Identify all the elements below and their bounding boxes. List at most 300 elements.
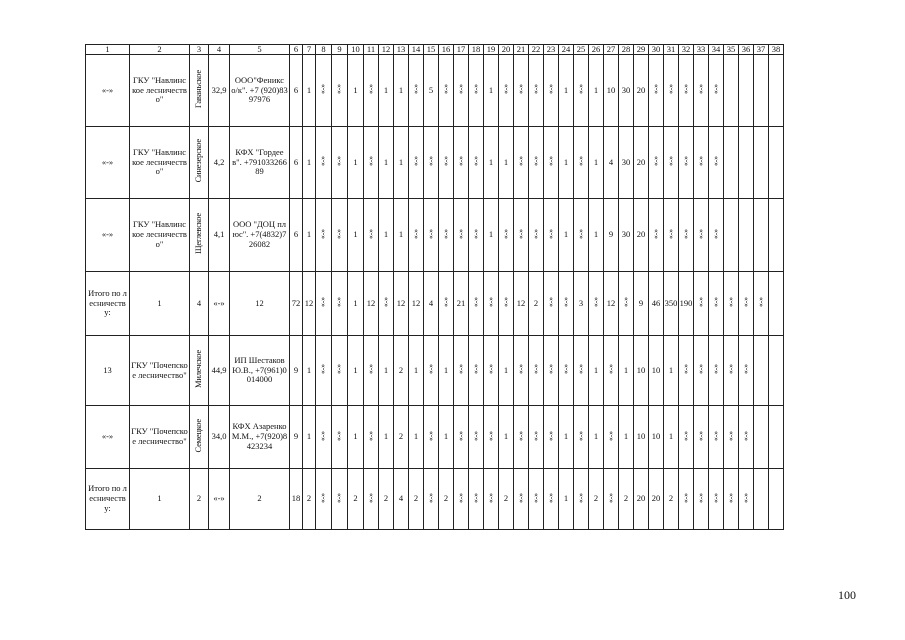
value-cell bbox=[724, 199, 739, 272]
header-cell-23: 23 bbox=[544, 45, 559, 55]
value-cell: 2 bbox=[619, 469, 634, 530]
page-number: 100 bbox=[838, 588, 856, 602]
value-cell: «-» bbox=[499, 272, 514, 336]
value-cell: «-» bbox=[574, 469, 589, 530]
value-cell: «-» bbox=[604, 336, 619, 406]
value-cell: 30 bbox=[619, 127, 634, 199]
value-cell: 1 bbox=[439, 336, 454, 406]
value-cell: 1 bbox=[303, 55, 316, 127]
table-row bbox=[86, 127, 784, 199]
forestry-name-cell: ГКУ "Навлинское лесничество" bbox=[130, 127, 190, 199]
value-cell bbox=[754, 55, 769, 127]
value-cell bbox=[769, 469, 784, 530]
value-cell: «-» bbox=[544, 199, 559, 272]
row-number-cell: Итого по лесничеству: bbox=[86, 272, 130, 336]
value-cell: 12 bbox=[514, 272, 529, 336]
value-cell: 1 bbox=[379, 55, 394, 127]
value-cell bbox=[739, 127, 754, 199]
value-cell: «-» bbox=[484, 336, 499, 406]
district-cell: Милечское bbox=[190, 336, 209, 406]
value-cell: «-» bbox=[379, 272, 394, 336]
value-cell: 1 bbox=[303, 406, 316, 469]
value-cell: «-» bbox=[469, 336, 484, 406]
value-cell: «-» bbox=[514, 469, 529, 530]
value-cell: «-» bbox=[424, 127, 439, 199]
value-cell: «-» bbox=[364, 336, 379, 406]
value-cell: «-» bbox=[484, 469, 499, 530]
value-cell: «-» bbox=[364, 127, 379, 199]
value-cell: 4 bbox=[604, 127, 619, 199]
header-cell-35: 35 bbox=[724, 45, 739, 55]
value-cell: «-» bbox=[454, 199, 469, 272]
value-cell: 10 bbox=[604, 55, 619, 127]
header-cell-17: 17 bbox=[454, 45, 469, 55]
value-cell: «-» bbox=[709, 272, 724, 336]
row-number-cell: «-» bbox=[86, 406, 130, 469]
district-cell: 2 bbox=[190, 469, 209, 530]
value-cell: «-» bbox=[649, 55, 664, 127]
value-cell: «-» bbox=[499, 199, 514, 272]
value-cell: «-» bbox=[664, 127, 679, 199]
value-cell: «-» bbox=[316, 469, 332, 530]
value-cell: «-» bbox=[332, 336, 348, 406]
table-row bbox=[86, 336, 784, 406]
value-cell: 20 bbox=[634, 199, 649, 272]
header-cell-26: 26 bbox=[589, 45, 604, 55]
value-cell: «-» bbox=[709, 199, 724, 272]
value-cell: «-» bbox=[604, 406, 619, 469]
forestry-name-cell: ГКУ "Навлинское лесничество" bbox=[130, 55, 190, 127]
value-cell: «-» bbox=[694, 199, 709, 272]
value-cell: 21 bbox=[454, 272, 469, 336]
value-cell bbox=[739, 55, 754, 127]
value-cell: «-» bbox=[544, 406, 559, 469]
value-cell: «-» bbox=[709, 406, 724, 469]
row-number-cell: «-» bbox=[86, 199, 130, 272]
header-cell-6: 6 bbox=[290, 45, 303, 55]
value-cell: «-» bbox=[724, 336, 739, 406]
value-cell: «-» bbox=[529, 406, 544, 469]
value-cell: 1 bbox=[303, 127, 316, 199]
value-cell: «-» bbox=[469, 272, 484, 336]
area-cell: 32,9 bbox=[209, 55, 230, 127]
value-cell: «-» bbox=[514, 406, 529, 469]
value-cell: 1 bbox=[664, 406, 679, 469]
value-cell: 1 bbox=[499, 406, 514, 469]
value-cell bbox=[754, 336, 769, 406]
value-cell: «-» bbox=[529, 469, 544, 530]
value-cell bbox=[769, 406, 784, 469]
value-cell: 3 bbox=[574, 272, 589, 336]
value-cell: «-» bbox=[739, 406, 754, 469]
area-cell: 44,9 bbox=[209, 336, 230, 406]
value-cell: 5 bbox=[424, 55, 439, 127]
value-cell bbox=[724, 127, 739, 199]
value-cell: «-» bbox=[679, 336, 694, 406]
value-cell: 2 bbox=[379, 469, 394, 530]
header-cell-37: 37 bbox=[754, 45, 769, 55]
value-cell: «-» bbox=[709, 55, 724, 127]
value-cell: «-» bbox=[664, 55, 679, 127]
header-cell-36: 36 bbox=[739, 45, 754, 55]
value-cell: «-» bbox=[316, 406, 332, 469]
value-cell: «-» bbox=[454, 336, 469, 406]
value-cell: «-» bbox=[514, 127, 529, 199]
tenant-cell: ООО"Феникс о/к". +7 (920)8397976 bbox=[230, 55, 290, 127]
value-cell: «-» bbox=[364, 469, 379, 530]
header-cell-34: 34 bbox=[709, 45, 724, 55]
value-cell: «-» bbox=[469, 55, 484, 127]
value-cell: 1 bbox=[379, 336, 394, 406]
tenant-cell: 2 bbox=[230, 469, 290, 530]
district-cell: 4 bbox=[190, 272, 209, 336]
value-cell: 350 bbox=[664, 272, 679, 336]
value-cell: 1 bbox=[589, 336, 604, 406]
header-cell-19: 19 bbox=[484, 45, 499, 55]
value-cell bbox=[754, 469, 769, 530]
header-cell-2: 2 bbox=[130, 45, 190, 55]
value-cell: «-» bbox=[514, 199, 529, 272]
value-cell: «-» bbox=[574, 199, 589, 272]
value-cell: 1 bbox=[619, 336, 634, 406]
value-cell: «-» bbox=[469, 469, 484, 530]
value-cell: «-» bbox=[649, 127, 664, 199]
value-cell: «-» bbox=[514, 336, 529, 406]
value-cell: «-» bbox=[364, 199, 379, 272]
area-cell: 34,0 bbox=[209, 406, 230, 469]
value-cell: 1 bbox=[439, 406, 454, 469]
value-cell: «-» bbox=[409, 127, 424, 199]
value-cell: «-» bbox=[484, 272, 499, 336]
value-cell: «-» bbox=[316, 199, 332, 272]
table-row bbox=[86, 55, 784, 127]
value-cell: «-» bbox=[332, 469, 348, 530]
value-cell: 10 bbox=[634, 406, 649, 469]
value-cell: 1 bbox=[484, 127, 499, 199]
value-cell: «-» bbox=[332, 127, 348, 199]
value-cell: 1 bbox=[348, 272, 364, 336]
value-cell: «-» bbox=[332, 199, 348, 272]
value-cell: «-» bbox=[316, 55, 332, 127]
header-cell-3: 3 bbox=[190, 45, 209, 55]
forestry-name-cell: 1 bbox=[130, 469, 190, 530]
value-cell: 1 bbox=[559, 55, 574, 127]
value-cell: 9 bbox=[290, 336, 303, 406]
header-cell-16: 16 bbox=[439, 45, 454, 55]
value-cell: 12 bbox=[303, 272, 316, 336]
value-cell: 18 bbox=[290, 469, 303, 530]
value-cell: 2 bbox=[409, 469, 424, 530]
value-cell: «-» bbox=[664, 199, 679, 272]
value-cell bbox=[769, 199, 784, 272]
table-row bbox=[86, 199, 784, 272]
header-cell-7: 7 bbox=[303, 45, 316, 55]
value-cell: «-» bbox=[739, 336, 754, 406]
value-cell: «-» bbox=[316, 336, 332, 406]
value-cell: 4 bbox=[424, 272, 439, 336]
value-cell: «-» bbox=[559, 336, 574, 406]
value-cell: «-» bbox=[454, 55, 469, 127]
tenant-cell: 12 bbox=[230, 272, 290, 336]
header-cell-9: 9 bbox=[332, 45, 348, 55]
value-cell: 2 bbox=[394, 406, 409, 469]
value-cell: «-» bbox=[469, 199, 484, 272]
value-cell: 12 bbox=[364, 272, 379, 336]
header-cell-31: 31 bbox=[664, 45, 679, 55]
header-cell-13: 13 bbox=[394, 45, 409, 55]
header-cell-20: 20 bbox=[499, 45, 514, 55]
header-cell-18: 18 bbox=[469, 45, 484, 55]
value-cell: «-» bbox=[544, 336, 559, 406]
value-cell bbox=[754, 406, 769, 469]
value-cell: 1 bbox=[499, 336, 514, 406]
header-cell-15: 15 bbox=[424, 45, 439, 55]
value-cell: «-» bbox=[604, 469, 619, 530]
value-cell: «-» bbox=[709, 127, 724, 199]
header-cell-28: 28 bbox=[619, 45, 634, 55]
value-cell: «-» bbox=[529, 199, 544, 272]
value-cell: «-» bbox=[679, 127, 694, 199]
value-cell: 1 bbox=[379, 406, 394, 469]
value-cell: «-» bbox=[364, 55, 379, 127]
tenant-cell: КФХ "Гордеев". +79103326689 bbox=[230, 127, 290, 199]
value-cell: 1 bbox=[348, 199, 364, 272]
value-cell: 46 bbox=[649, 272, 664, 336]
value-cell: «-» bbox=[694, 127, 709, 199]
value-cell: 1 bbox=[379, 127, 394, 199]
value-cell: «-» bbox=[679, 469, 694, 530]
value-cell: «-» bbox=[424, 469, 439, 530]
value-cell: 1 bbox=[589, 55, 604, 127]
value-cell: 2 bbox=[589, 469, 604, 530]
value-cell: «-» bbox=[574, 55, 589, 127]
value-cell: «-» bbox=[469, 127, 484, 199]
value-cell: «-» bbox=[454, 127, 469, 199]
value-cell: «-» bbox=[589, 272, 604, 336]
header-cell-27: 27 bbox=[604, 45, 619, 55]
header-cell-33: 33 bbox=[694, 45, 709, 55]
value-cell: «-» bbox=[619, 272, 634, 336]
district-cell: Щеглевское bbox=[190, 199, 209, 272]
header-cell-21: 21 bbox=[514, 45, 529, 55]
value-cell: «-» bbox=[439, 127, 454, 199]
value-cell: «-» bbox=[574, 406, 589, 469]
value-cell: 1 bbox=[589, 406, 604, 469]
value-cell: «-» bbox=[544, 469, 559, 530]
area-cell: «-» bbox=[209, 272, 230, 336]
value-cell: «-» bbox=[544, 55, 559, 127]
value-cell: 1 bbox=[559, 127, 574, 199]
value-cell: «-» bbox=[469, 406, 484, 469]
value-cell: 10 bbox=[649, 406, 664, 469]
value-cell: 9 bbox=[634, 272, 649, 336]
value-cell: «-» bbox=[694, 55, 709, 127]
value-cell: «-» bbox=[574, 127, 589, 199]
row-number-cell: Итого по лесничеству: bbox=[86, 469, 130, 530]
value-cell: 190 bbox=[679, 272, 694, 336]
value-cell: 1 bbox=[348, 55, 364, 127]
value-cell: «-» bbox=[409, 199, 424, 272]
header-cell-11: 11 bbox=[364, 45, 379, 55]
value-cell: «-» bbox=[514, 55, 529, 127]
header-cell-32: 32 bbox=[679, 45, 694, 55]
header-row bbox=[86, 45, 784, 55]
value-cell: 1 bbox=[619, 406, 634, 469]
district-cell: Гаваньское bbox=[190, 55, 209, 127]
row-number-cell: «-» bbox=[86, 127, 130, 199]
value-cell: «-» bbox=[709, 469, 724, 530]
header-cell-4: 4 bbox=[209, 45, 230, 55]
header-cell-14: 14 bbox=[409, 45, 424, 55]
value-cell: «-» bbox=[439, 199, 454, 272]
value-cell: 6 bbox=[290, 199, 303, 272]
value-cell: «-» bbox=[694, 469, 709, 530]
value-cell: 1 bbox=[499, 127, 514, 199]
value-cell: 10 bbox=[634, 336, 649, 406]
area-cell: «-» bbox=[209, 469, 230, 530]
value-cell: 20 bbox=[649, 469, 664, 530]
value-cell: 12 bbox=[394, 272, 409, 336]
total-row bbox=[86, 272, 784, 336]
value-cell: «-» bbox=[364, 406, 379, 469]
value-cell bbox=[754, 127, 769, 199]
value-cell: «-» bbox=[679, 406, 694, 469]
value-cell: 2 bbox=[529, 272, 544, 336]
value-cell: «-» bbox=[724, 272, 739, 336]
value-cell: 1 bbox=[303, 336, 316, 406]
value-cell: 9 bbox=[604, 199, 619, 272]
tenant-cell: КФХ Азаренко М.М., +7(920)8423234 bbox=[230, 406, 290, 469]
value-cell: 1 bbox=[589, 127, 604, 199]
value-cell: 12 bbox=[604, 272, 619, 336]
value-cell: 72 bbox=[290, 272, 303, 336]
value-cell: 6 bbox=[290, 127, 303, 199]
value-cell: 9 bbox=[290, 406, 303, 469]
row-number-cell: «-» bbox=[86, 55, 130, 127]
value-cell: «-» bbox=[694, 406, 709, 469]
value-cell: «-» bbox=[332, 406, 348, 469]
value-cell: 1 bbox=[559, 469, 574, 530]
value-cell: 1 bbox=[484, 199, 499, 272]
area-cell: 4,1 bbox=[209, 199, 230, 272]
value-cell: «-» bbox=[694, 336, 709, 406]
value-cell: 2 bbox=[664, 469, 679, 530]
value-cell: 6 bbox=[290, 55, 303, 127]
table-row bbox=[86, 406, 784, 469]
header-cell-10: 10 bbox=[348, 45, 364, 55]
value-cell: 10 bbox=[649, 336, 664, 406]
value-cell: 1 bbox=[559, 406, 574, 469]
value-cell bbox=[754, 199, 769, 272]
forestry-name-cell: ГКУ "Почепское лесничество" bbox=[130, 336, 190, 406]
header-cell-8: 8 bbox=[316, 45, 332, 55]
value-cell: 2 bbox=[439, 469, 454, 530]
value-cell: 4 bbox=[394, 469, 409, 530]
value-cell: «-» bbox=[424, 199, 439, 272]
value-cell: «-» bbox=[574, 336, 589, 406]
header-cell-22: 22 bbox=[529, 45, 544, 55]
value-cell bbox=[739, 199, 754, 272]
value-cell: «-» bbox=[709, 336, 724, 406]
value-cell: «-» bbox=[529, 336, 544, 406]
value-cell bbox=[724, 55, 739, 127]
value-cell: 1 bbox=[394, 199, 409, 272]
value-cell: «-» bbox=[679, 199, 694, 272]
value-cell: «-» bbox=[439, 272, 454, 336]
header-cell-5: 5 bbox=[230, 45, 290, 55]
value-cell: «-» bbox=[424, 406, 439, 469]
value-cell bbox=[769, 272, 784, 336]
value-cell: «-» bbox=[454, 406, 469, 469]
value-cell: «-» bbox=[529, 55, 544, 127]
value-cell: «-» bbox=[739, 469, 754, 530]
value-cell: 1 bbox=[379, 199, 394, 272]
value-cell: «-» bbox=[316, 272, 332, 336]
value-cell: «-» bbox=[544, 272, 559, 336]
value-cell: 12 bbox=[409, 272, 424, 336]
value-cell: «-» bbox=[694, 272, 709, 336]
value-cell: «-» bbox=[559, 272, 574, 336]
value-cell: 2 bbox=[348, 469, 364, 530]
area-cell: 4,2 bbox=[209, 127, 230, 199]
value-cell: «-» bbox=[754, 272, 769, 336]
total-row bbox=[86, 469, 784, 530]
value-cell: 1 bbox=[409, 406, 424, 469]
value-cell: «-» bbox=[679, 55, 694, 127]
header-cell-25: 25 bbox=[574, 45, 589, 55]
header-cell-30: 30 bbox=[649, 45, 664, 55]
value-cell: «-» bbox=[649, 199, 664, 272]
value-cell: 2 bbox=[303, 469, 316, 530]
value-cell: 20 bbox=[634, 469, 649, 530]
value-cell: 1 bbox=[484, 55, 499, 127]
value-cell: 1 bbox=[559, 199, 574, 272]
value-cell: «-» bbox=[332, 272, 348, 336]
header-cell-1: 1 bbox=[86, 45, 130, 55]
header-cell-24: 24 bbox=[559, 45, 574, 55]
value-cell: 2 bbox=[394, 336, 409, 406]
value-cell: «-» bbox=[484, 406, 499, 469]
value-cell: 1 bbox=[348, 336, 364, 406]
value-cell: 30 bbox=[619, 199, 634, 272]
value-cell bbox=[769, 336, 784, 406]
value-cell: 1 bbox=[664, 336, 679, 406]
value-cell: «-» bbox=[724, 406, 739, 469]
value-cell bbox=[769, 127, 784, 199]
value-cell: «-» bbox=[724, 469, 739, 530]
value-cell: 1 bbox=[348, 406, 364, 469]
forestry-table bbox=[85, 44, 784, 530]
value-cell bbox=[769, 55, 784, 127]
value-cell: 2 bbox=[499, 469, 514, 530]
header-cell-29: 29 bbox=[634, 45, 649, 55]
value-cell: «-» bbox=[529, 127, 544, 199]
value-cell: «-» bbox=[739, 272, 754, 336]
value-cell: «-» bbox=[332, 55, 348, 127]
value-cell: «-» bbox=[544, 127, 559, 199]
tenant-cell: ООО "ДОЦ плюс". +7(4832)726082 bbox=[230, 199, 290, 272]
value-cell: «-» bbox=[439, 55, 454, 127]
forestry-name-cell: ГКУ "Почепское лесничество" bbox=[130, 406, 190, 469]
value-cell: «-» bbox=[409, 55, 424, 127]
header-cell-12: 12 bbox=[379, 45, 394, 55]
value-cell: 1 bbox=[394, 127, 409, 199]
district-cell: Синезерское bbox=[190, 127, 209, 199]
value-cell: 1 bbox=[409, 336, 424, 406]
forestry-name-cell: 1 bbox=[130, 272, 190, 336]
value-cell: «-» bbox=[454, 469, 469, 530]
tenant-cell: ИП Шестаков Ю.В., +7(961)0014000 bbox=[230, 336, 290, 406]
